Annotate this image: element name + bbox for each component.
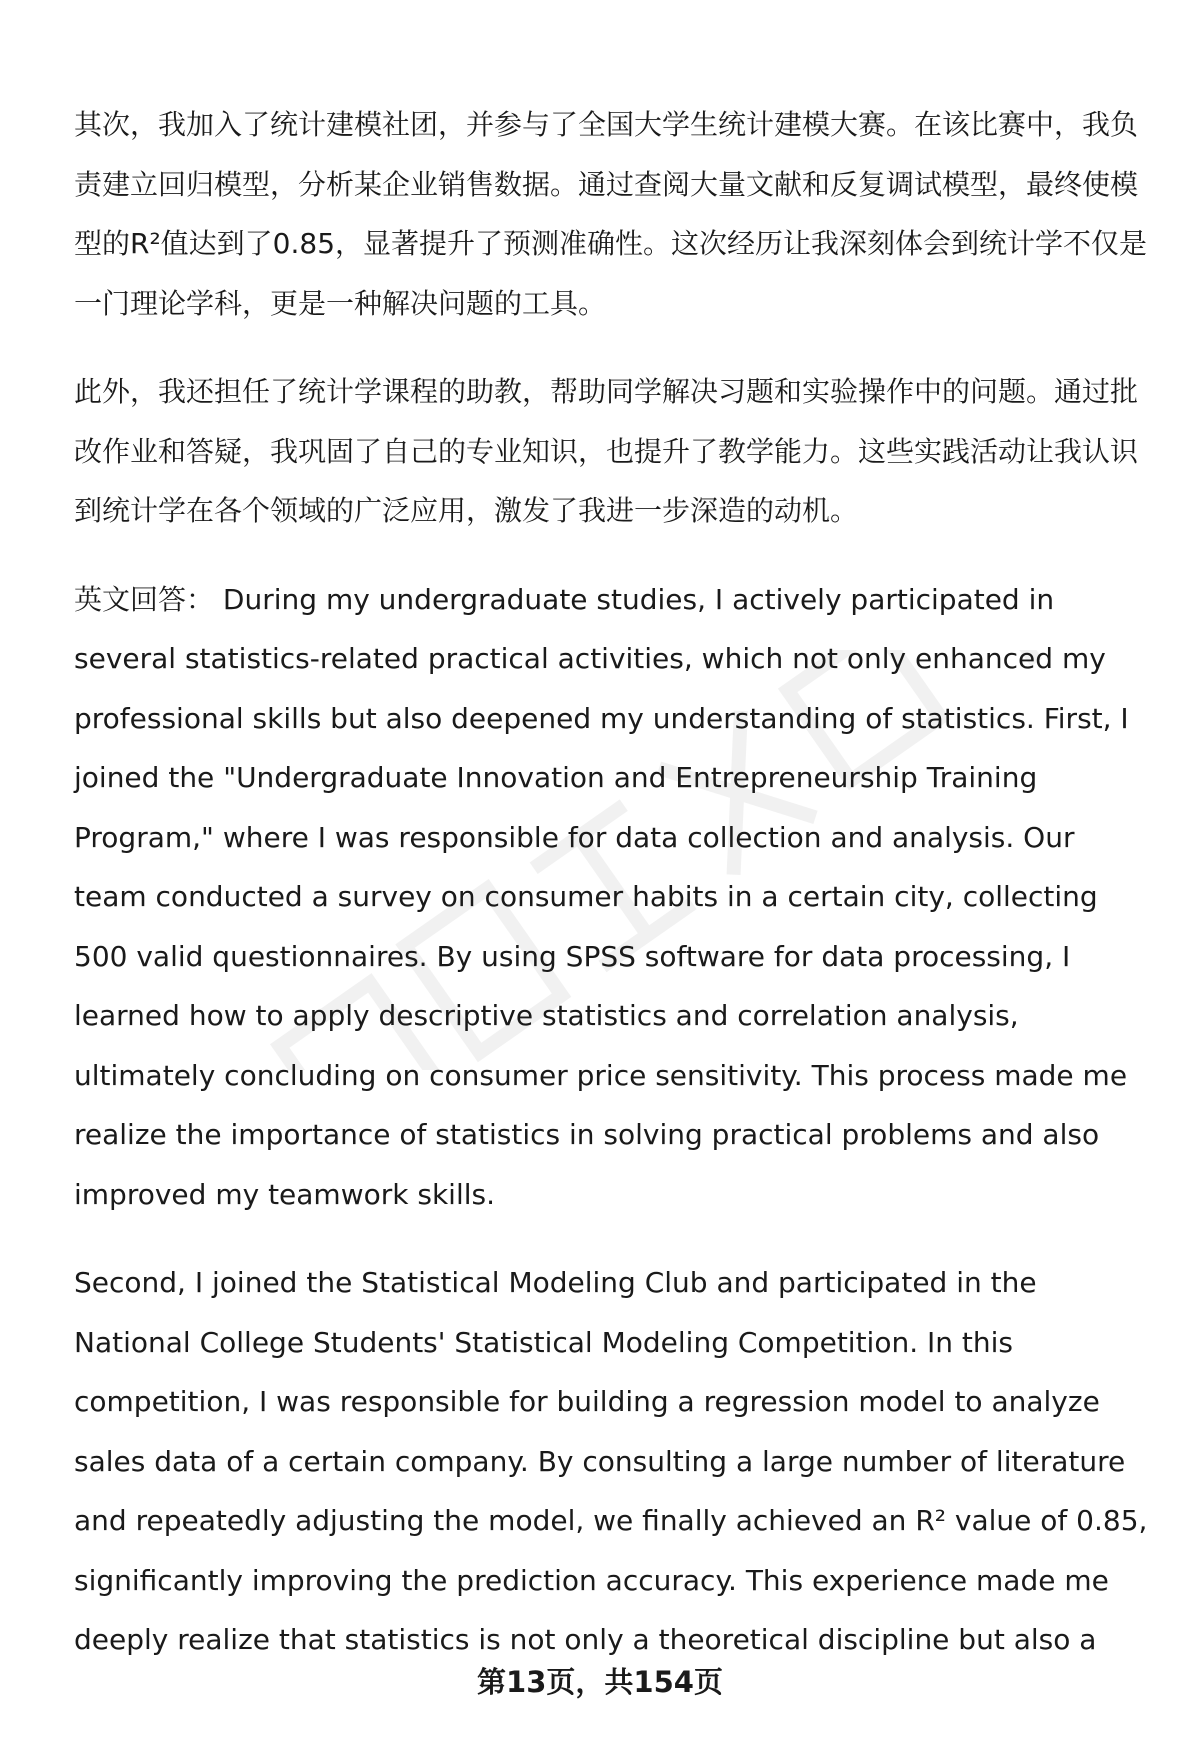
- english-answer-label: 英文回答：: [74, 582, 215, 616]
- paragraph-en-2: Second, I joined the Statistical Modeling Club and participated in the National College Students' Statistical Modeling Competition. In this competition, I was responsible for building a regression model to analyze sales data of a certain company. By consulting a large number of literature and repeatedly adjusting the model, we finally achieved an R² value of 0.85, significantly improving the prediction accuracy. This experience made me deeply realize that statistics is not only a theoretical discipline but also a: [74, 1266, 1148, 1656]
- paragraph-cn-1: 其次，我加入了统计建模社团，并参与了全国大学生统计建模大赛。在该比赛中，我负责建立回归模型，分析某企业销售数据。通过查阅大量文献和反复调试模型，最终使模型的R²值达到了0.85，显著提升了预测准确性。这次经历让我深刻体会到统计学不仅是一门理论学科，更是一种解决问题的工具。: [74, 108, 1148, 320]
- paragraph-en-1-text: During my undergraduate studies, I actively participated in several statistics-related practical activities, which not only enhanced my professional skills but also deepened my understanding of statistics. First, I joined the "Undergraduate Innovation and Entrepreneurship Training Program," where I was responsible for data collection and analysis. Our team conducted a survey on consumer habits in a certain city, collecting 500 valid questionnaires. By using SPSS software for data processing, I learned how to apply descriptive statistics and correlation analysis, ultimately concluding on consumer price sensitivity. This process made me realize the importance of statistics in solving practical problems and also improved my teamwork skills.: [74, 582, 1129, 1211]
- document-body: [74, 95, 1152, 1670]
- page-number-footer: 第13页，共154页: [477, 1665, 723, 1699]
- paragraph-cn-2: 此外，我还担任了统计学课程的助教，帮助同学解决习题和实验操作中的问题。通过批改作业和答疑，我巩固了自己的专业知识，也提升了教学能力。这些实践活动让我认识到统计学在各个领域的广泛应用，激发了我进一步深造的动机。: [74, 375, 1139, 527]
- paragraph-en-1: [74, 570, 1152, 1225]
